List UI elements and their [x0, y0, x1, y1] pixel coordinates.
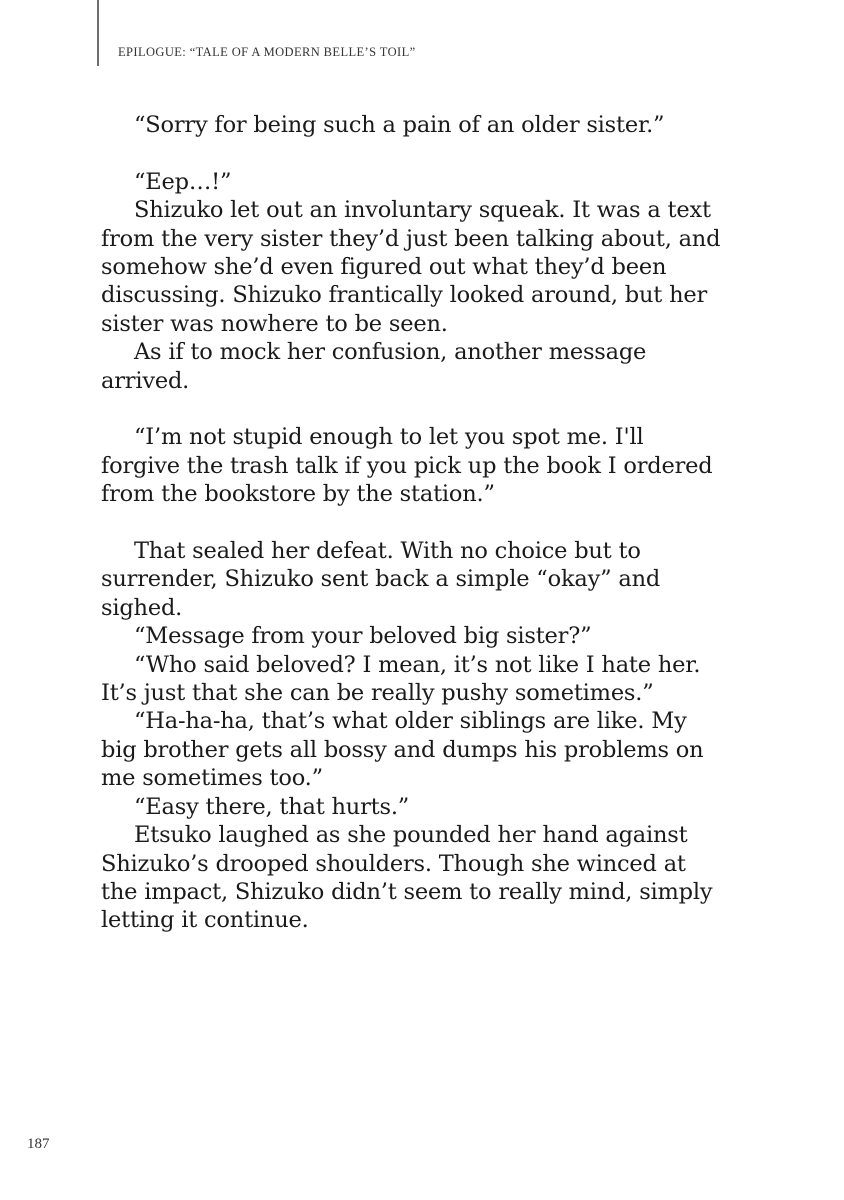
text-line: sighed. [101, 594, 183, 621]
paragraph [101, 168, 761, 196]
text-line: discussing. Shizuko frantically looked around, but her [101, 282, 708, 309]
paragraph [101, 821, 761, 935]
text-line: It’s just that she can be really pushy sometimes.” [101, 680, 654, 707]
text-line: As if to mock her confusion, another message [134, 339, 647, 366]
paragraph [101, 423, 761, 508]
text-line: Shizuko’s drooped shoulders. Though she winced at [101, 850, 686, 877]
text-line: “Easy there, that hurts.” [134, 793, 410, 820]
text-line: me sometimes too.” [101, 765, 323, 792]
paragraph-gap [101, 395, 761, 423]
paragraph-gap [101, 139, 761, 167]
body-text [101, 111, 761, 935]
paragraph [101, 651, 761, 708]
text-line: “Who said beloved? I mean, it’s not like I hate her. [134, 651, 701, 678]
text-line: surrender, Shizuko sent back a simple “okay” and [101, 566, 661, 593]
text-line: “Ha-ha-ha, that’s what older siblings are like. My [134, 708, 687, 735]
paragraph [101, 793, 761, 821]
text-line: “Sorry for being such a pain of an older sister.” [134, 112, 665, 138]
text-line: sister was nowhere to be seen. [101, 310, 448, 337]
text-line: arrived. [101, 367, 190, 394]
text-line: Etsuko laughed as she pounded her hand against [134, 822, 688, 849]
paragraph [101, 537, 761, 622]
paragraph [101, 707, 761, 792]
text-line: “Message from your beloved big sister?” [134, 623, 592, 650]
paragraph [101, 196, 761, 338]
text-line: Shizuko let out an involuntary squeak. It was a text [134, 197, 711, 224]
text-line: from the very sister they’d just been talking about, and [101, 225, 721, 252]
running-head: EPILOGUE: “TALE OF A MODERN BELLE’S TOIL” [118, 45, 416, 59]
text-line: big brother gets all bossy and dumps his problems on [101, 736, 704, 763]
text-line: forgive the trash talk if you pick up the book I ordered [101, 452, 713, 479]
text-line: the impact, Shizuko didn’t seem to really mind, simply [101, 878, 713, 905]
text-line: “I’m not stupid enough to let you spot me. I'll [134, 424, 644, 451]
text-line: “Eep…!” [134, 168, 232, 195]
text-line: somehow she’d even figured out what they’d been [101, 254, 667, 281]
paragraph [101, 111, 761, 139]
text-line: letting it continue. [101, 907, 309, 934]
paragraph-gap [101, 509, 761, 537]
paragraph [101, 338, 761, 395]
text-line: from the bookstore by the station.” [101, 481, 495, 508]
page-number: 187 [27, 1136, 50, 1152]
header-divider-rule [97, 0, 99, 66]
paragraph [101, 622, 761, 650]
text-line: That sealed her defeat. With no choice but to [134, 538, 641, 565]
